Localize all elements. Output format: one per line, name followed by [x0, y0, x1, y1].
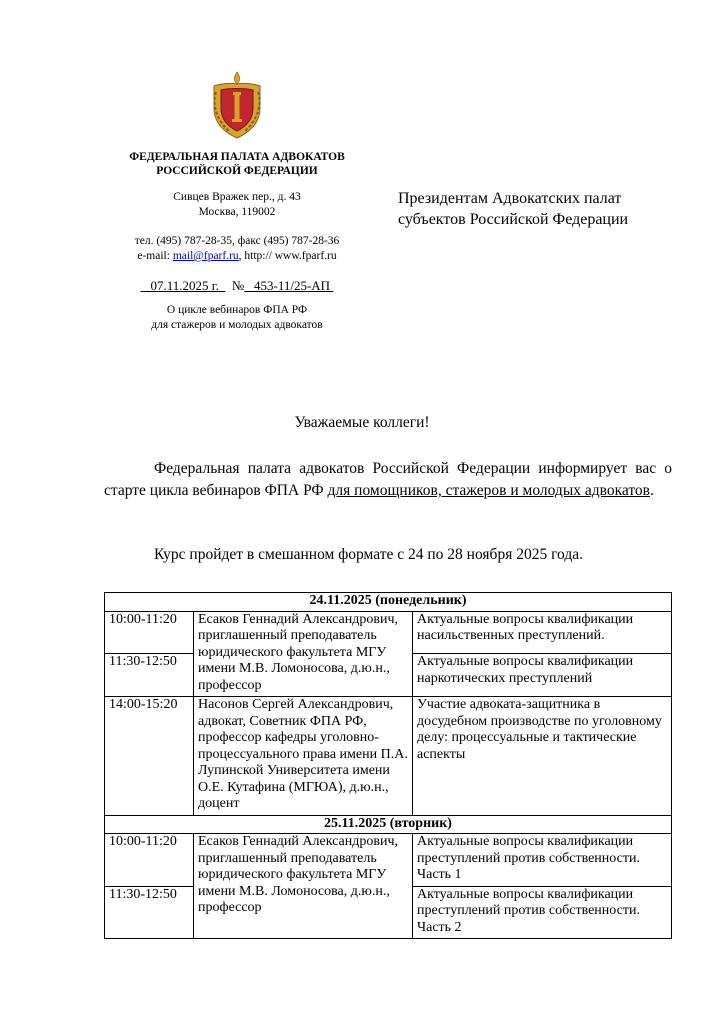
organization-contacts [100, 234, 374, 264]
table-row [105, 697, 672, 816]
schedule-table [104, 592, 672, 939]
session-time: 11:30-12:50 [105, 886, 194, 939]
letter-subject [100, 303, 374, 333]
email-web-line [100, 249, 374, 264]
organization-name [100, 150, 374, 178]
para-underlined-audience: для помощников, стажеров и молодых адвокатов [327, 482, 650, 499]
org-line-2: РОССИЙСКОЙ ФЕДЕРАЦИИ [156, 165, 318, 177]
session-topic: Актуальные вопросы квалификации преступлений против собственности. Часть 1 [413, 834, 672, 887]
para-end: . [650, 482, 654, 499]
table-row [105, 834, 672, 887]
phone-line: тел. (495) 787-28-35, факс (495) 787-28-36 [134, 235, 340, 247]
day-header-row [105, 593, 672, 612]
table-row [105, 611, 672, 654]
number-sign: № [231, 278, 245, 293]
day-title: 25.11.2025 (вторник) [105, 815, 672, 834]
session-topic: Актуальные вопросы квалификации насильственных преступлений. [413, 611, 672, 654]
letter-number: 453-11/25-АП [253, 278, 331, 293]
email-link[interactable]: mail@fparf.ru [172, 250, 239, 262]
subject-line-2: для стажеров и молодых адвокатов [151, 319, 323, 331]
session-speaker: Есаков Геннадий Александрович, приглашенный преподаватель юридического факультета МГУ имени М.В. Ломоносова, д.ю.н., профессор [194, 611, 413, 697]
fpa-emblem-logo [208, 70, 266, 140]
greeting: Уважаемые коллеги! [294, 414, 430, 431]
recipient-line-1: Президентам Адвокатских палат [398, 190, 622, 207]
org-line-1: ФЕДЕРАЛЬНАЯ ПАЛАТА АДВОКАТОВ [129, 151, 345, 163]
address-line-2: Москва, 119002 [198, 206, 276, 218]
session-speaker: Есаков Геннадий Александрович, приглашенный преподаватель юридического факультета МГУ имени М.В. Ломоносова, д.ю.н., профессор [194, 834, 413, 939]
recipient-block [398, 188, 628, 230]
course-dates: Курс пройдет в смешанном формате с 24 по 28 ноября 2025 года. [154, 546, 583, 563]
web-address: , http:// www.fparf.ru [238, 250, 337, 262]
address-line-1: Сивцев Вражек пер., д. 43 [173, 191, 301, 203]
session-time: 10:00-11:20 [105, 834, 194, 887]
session-topic: Актуальные вопросы квалификации наркотических преступлений [413, 654, 672, 697]
session-topic: Участие адвоката-защитника в досудебном производстве по уголовному делу: процессуальные и тактические аспекты [413, 697, 672, 816]
day-header-row [105, 815, 672, 834]
session-time: 11:30-12:50 [105, 654, 194, 697]
letter-date: 07.11.2025 г. [150, 278, 219, 293]
session-speaker: Насонов Сергей Александрович, адвокат, Советник ФПА РФ, профессор кафедры уголовно-процессуального права имени П.А. Лупинской Университета имени О.Е. Кутафина (МГЮА), д.ю.н., доцент [194, 697, 413, 816]
announcement-paragraph [104, 458, 672, 502]
session-time: 14:00-15:20 [105, 697, 194, 816]
para-text: Федеральная палата адвокатов Российской Федерации информирует вас о старте цикла вебинаров ФПА РФ [104, 460, 672, 499]
subject-line-1: О цикле вебинаров ФПА РФ [166, 304, 308, 316]
session-time: 10:00-11:20 [105, 611, 194, 654]
email-prefix: e-mail: [137, 250, 173, 262]
day-title: 24.11.2025 (понедельник) [105, 593, 672, 612]
registration-line [100, 278, 374, 294]
organization-address [100, 190, 374, 220]
session-topic: Актуальные вопросы квалификации преступлений против собственности. Часть 2 [413, 886, 672, 939]
recipient-line-2: субъектов Российской Федерации [398, 211, 629, 228]
